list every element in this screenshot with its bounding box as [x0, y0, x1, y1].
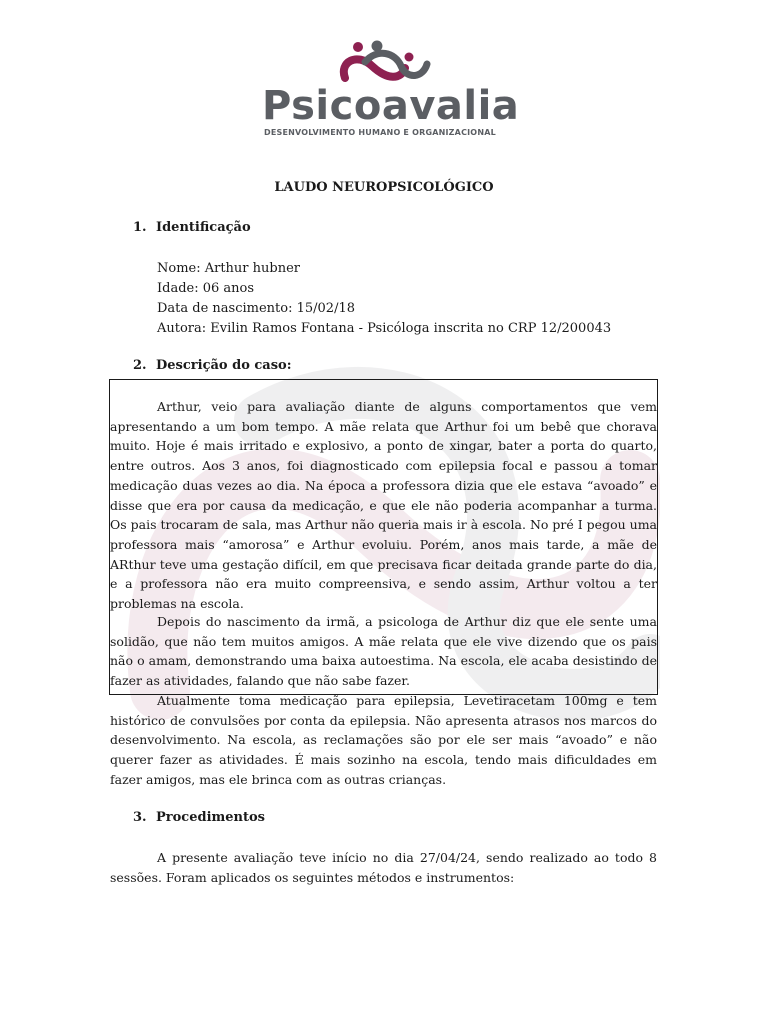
case-paragraph: Arthur, veio para avaliação diante de alguns comportamentos que vem apresentando a um bom tempo. A mãe relata que Arthur foi um bebê que chorava muito. Hoje é mais irritado e explosivo, a ponto de xingar, bater a porta do quarto, entre outros. Aos 3 anos, foi diagnosticado com epilepsia focal e passou a tomar medicação duas vezes ao dia. Na época a professora dizia que ele estava “avoado” e disse que era por causa da medicação, e que ele não poderia acompanhar a turma. Os pais trocaram de sala, mas Arthur não queria mais ir à escola. No pré I pegou uma professora mais “amorosa” e Arthur evoluiu. Porém, anos mais tarde, a mãe de ARthur teve uma gestação difícil, em que precisava ficar deitada grande parte do dia, e a professora não era muito compreensiva, e sendo assim, Arthur voltou a ter problemas na escola.: [110, 399, 657, 612]
section-number: 3.: [133, 810, 147, 825]
section-title: Descrição do caso:: [156, 358, 292, 373]
document-title: LAUDO NEUROPSICOLÓGICO: [274, 180, 494, 195]
patient-age: Idade: 06 anos: [157, 281, 255, 296]
report-author: Autora: Evilin Ramos Fontana - Psicóloga inscrita no CRP 12/200043: [157, 321, 612, 336]
section-number: 1.: [133, 220, 147, 235]
section-heading-descricao: [133, 358, 292, 373]
patient-name: Nome: Arthur hubner: [157, 261, 300, 276]
brand-name: Psicoavalia: [262, 83, 520, 129]
section-heading-identificacao: [133, 220, 251, 235]
company-logo: [262, 40, 520, 142]
section-number: 2.: [133, 358, 147, 373]
case-paragraph: Atualmente toma medicação para epilepsia, Levetiracetam 100mg e tem histórico de convulsões por conta da epilepsia. Não apresenta atrasos nos marcos do desenvolvimento. Na escola, as reclamações são por ele ser mais “avoado” e não querer fazer as atividades. É mais sozinho na escola, tendo mais dificuldades em fazer amigos, mas ele brinca com as outras crianças.: [110, 693, 657, 787]
section-heading-procedimentos: [133, 810, 265, 825]
section-title: Procedimentos: [156, 810, 265, 825]
section-title: Identificação: [156, 220, 251, 235]
brand-tagline: DESENVOLVIMENTO HUMANO E ORGANIZACIONAL: [264, 128, 496, 137]
procedures-paragraph: A presente avaliação teve início no dia 27/04/24, sendo realizado ao todo 8 sessões. Foram aplicados os seguintes métodos e instrumentos:: [110, 850, 657, 885]
patient-birthdate: Data de nascimento: 15/02/18: [157, 301, 356, 316]
case-paragraph: Depois do nascimento da irmã, a psicologa de Arthur diz que ele sente uma solidão, que não tem muitos amigos. A mãe relata que ele vive dizendo que os pais não o amam, demonstrando uma baixa autoestima. Na escola, ele acaba desistindo de fazer as atividades, falando que não sabe fazer.: [110, 614, 657, 689]
